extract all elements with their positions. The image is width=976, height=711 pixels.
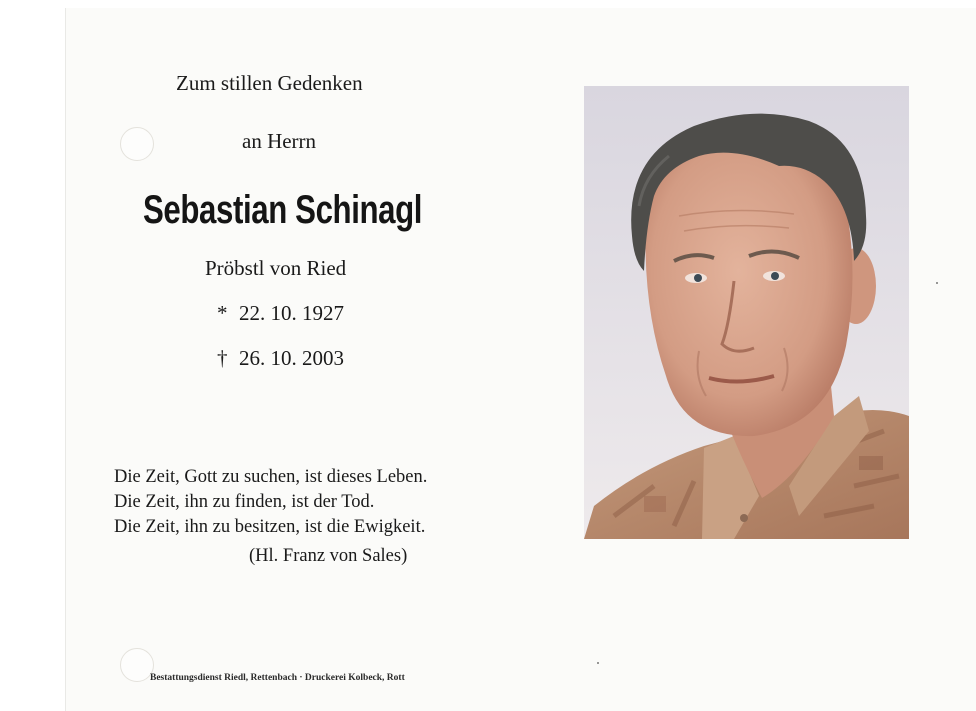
- portrait-illustration: [584, 86, 909, 539]
- verse-attribution: (Hl. Franz von Sales): [249, 546, 408, 566]
- verse-line: Die Zeit, Gott zu suchen, ist dieses Leben.: [114, 467, 428, 487]
- printer-credit: Bestattungsdienst Riedl, Rettenbach · Druckerei Kolbeck, Rott: [150, 673, 405, 683]
- death-date: 26. 10. 2003: [239, 346, 344, 370]
- verse-line: Die Zeit, ihn zu finden, ist der Tod.: [114, 492, 375, 512]
- deceased-nickname: Pröbstl von Ried: [205, 256, 347, 280]
- punch-hole-top: [120, 127, 154, 161]
- scan-speck: [597, 662, 599, 664]
- punch-hole-bottom: [120, 648, 154, 682]
- memorial-salutation: an Herrn: [242, 129, 317, 153]
- portrait-photo: [584, 86, 909, 539]
- birth-date: 22. 10. 1927: [239, 301, 344, 325]
- scan-speck: [936, 282, 938, 284]
- scan-margin: [0, 0, 66, 711]
- memorial-heading: Zum stillen Gedenken: [176, 71, 363, 95]
- birth-date-line: [217, 301, 344, 326]
- deceased-name: Sebastian Schinagl: [143, 188, 423, 232]
- birth-star-icon: *: [217, 301, 228, 325]
- verse-line: Die Zeit, ihn zu besitzen, ist die Ewigkeit.: [114, 517, 426, 537]
- death-date-line: [217, 346, 344, 371]
- death-cross-icon: †: [217, 346, 228, 370]
